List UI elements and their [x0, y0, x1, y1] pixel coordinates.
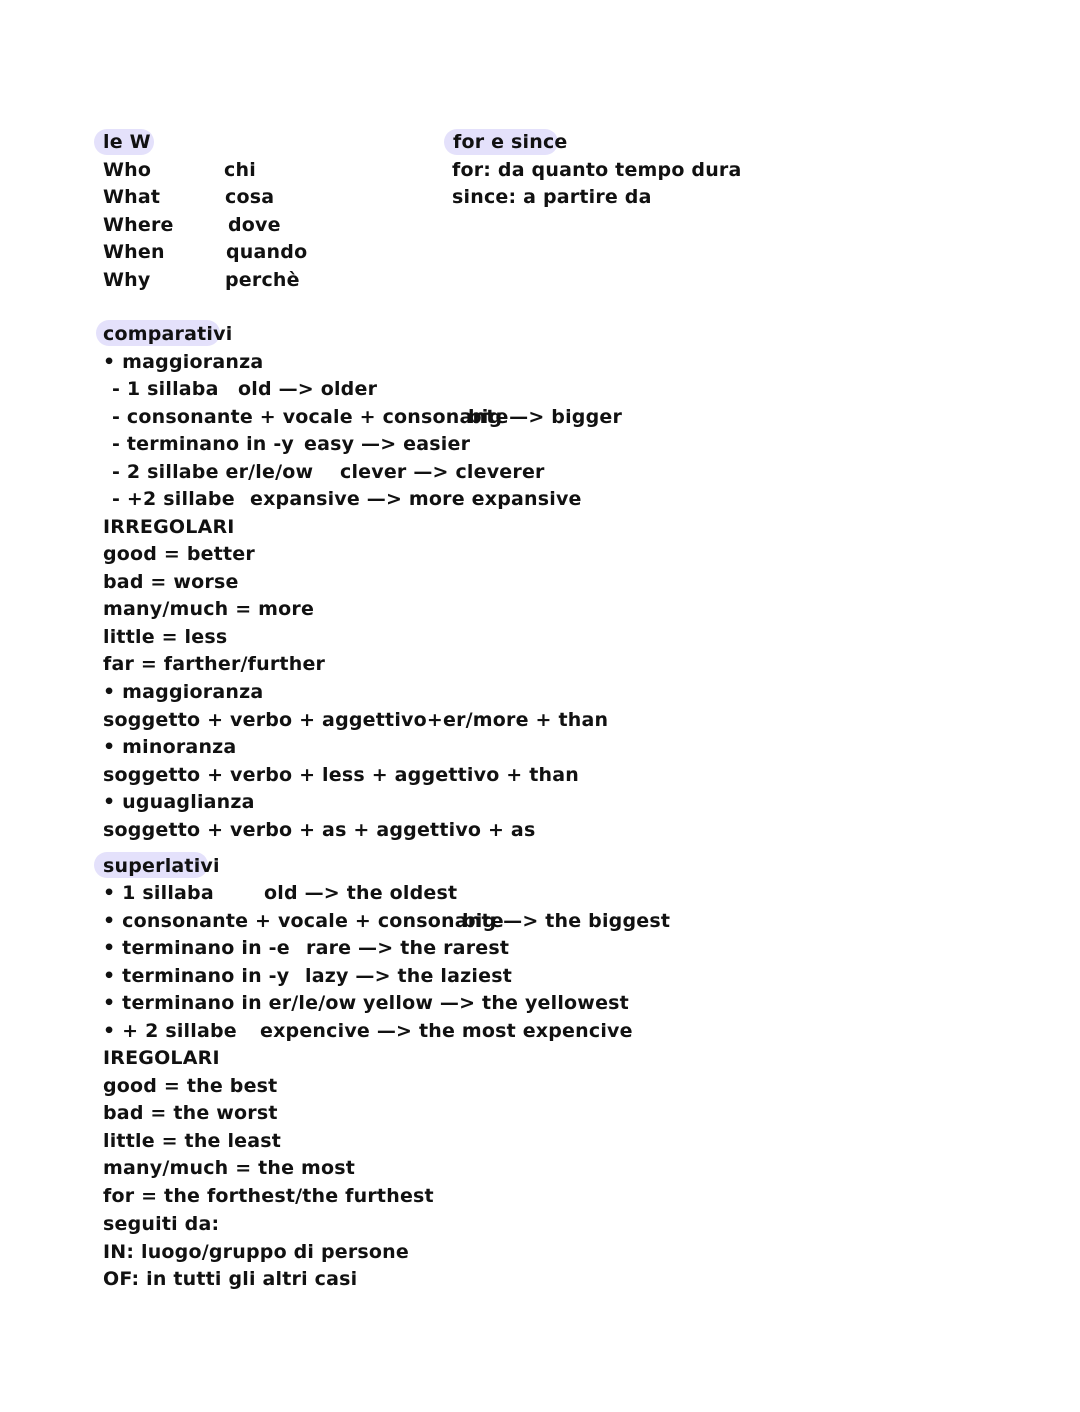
- comparativi-example: clever —> cleverer: [340, 461, 545, 483]
- superlativi-example: yellow —> the yellowest: [363, 992, 629, 1014]
- superlativi-rule: • terminano in er/le/ow: [103, 992, 357, 1014]
- le-w-heading: le W: [103, 131, 151, 153]
- w-word: Why: [103, 269, 151, 291]
- superlativi-rule: • + 2 sillabe: [103, 1020, 237, 1042]
- superlativi-rule: • consonante + vocale + consonante: [103, 910, 504, 932]
- superlativi-example: rare —> the rarest: [306, 937, 510, 959]
- w-translation: perchè: [225, 269, 300, 291]
- superlativi-followed-label: seguiti da:: [103, 1213, 220, 1235]
- for-since-line: for: da quanto tempo dura: [452, 159, 742, 181]
- comparativi-maggioranza-bullet: • maggioranza: [103, 351, 264, 373]
- w-word: What: [103, 186, 161, 208]
- comparativi-irregolari-label: IRREGOLARI: [103, 516, 235, 538]
- comparativi-structure: soggetto + verbo + aggettivo+er/more + than: [103, 709, 609, 731]
- comparativi-rule: - +2 sillabe: [112, 488, 235, 510]
- comparativi-rule: - 2 sillabe er/le/ow: [112, 461, 314, 483]
- w-translation: dove: [228, 214, 281, 236]
- w-word: Where: [103, 214, 174, 236]
- superlativi-example: expencive —> the most expencive: [260, 1020, 633, 1042]
- w-translation: cosa: [225, 186, 275, 208]
- comparativi-structure: • minoranza: [103, 736, 237, 758]
- comparativi-rule: - 1 sillaba: [112, 378, 219, 400]
- for-since-heading: for e since: [453, 131, 568, 153]
- comparativi-irregolare: many/much = more: [103, 598, 315, 620]
- comparativi-rule: - terminano in -y: [112, 433, 295, 455]
- superlativi-rule: • 1 sillaba: [103, 882, 214, 904]
- comparativi-irregolare: far = farther/further: [103, 653, 326, 675]
- superlativi-rule: • terminano in -e: [103, 937, 290, 959]
- w-word: Who: [103, 159, 152, 181]
- superlativi-irregolare: bad = the worst: [103, 1102, 278, 1124]
- comparativi-irregolare: good = better: [103, 543, 255, 565]
- superlativi-followed-item: IN: luogo/gruppo di persone: [103, 1241, 409, 1263]
- superlativi-irregolare: for = the forthest/the furthest: [103, 1185, 434, 1207]
- comparativi-structure: • uguaglianza: [103, 791, 255, 813]
- comparativi-irregolare: little = less: [103, 626, 228, 648]
- superlativi-example: big —> the biggest: [462, 910, 671, 932]
- comparativi-rule: - consonante + vocale + consonante: [112, 406, 509, 428]
- comparativi-example: old —> older: [238, 378, 378, 400]
- w-word: When: [103, 241, 165, 263]
- superlativi-irregolare: good = the best: [103, 1075, 278, 1097]
- comparativi-irregolare: bad = worse: [103, 571, 239, 593]
- superlativi-rule: • terminano in -y: [103, 965, 290, 987]
- comparativi-structure: • maggioranza: [103, 681, 264, 703]
- comparativi-structure: soggetto + verbo + as + aggettivo + as: [103, 819, 536, 841]
- superlativi-irregolare: little = the least: [103, 1130, 282, 1152]
- w-translation: quando: [226, 241, 308, 263]
- comparativi-heading: comparativi: [103, 323, 233, 345]
- w-translation: chi: [224, 159, 256, 181]
- comparativi-example: big —> bigger: [468, 406, 623, 428]
- superlativi-example: old —> the oldest: [264, 882, 458, 904]
- for-since-line: since: a partire da: [452, 186, 652, 208]
- comparativi-structure: soggetto + verbo + less + aggettivo + than: [103, 764, 579, 786]
- superlativi-followed-item: OF: in tutti gli altri casi: [103, 1268, 358, 1290]
- comparativi-example: expansive —> more expansive: [250, 488, 582, 510]
- superlativi-irregolare: many/much = the most: [103, 1157, 356, 1179]
- comparativi-example: easy —> easier: [304, 433, 471, 455]
- superlativi-irregolari-label: IREGOLARI: [103, 1047, 220, 1069]
- superlativi-example: lazy —> the laziest: [305, 965, 513, 987]
- superlativi-heading: superlativi: [103, 855, 220, 877]
